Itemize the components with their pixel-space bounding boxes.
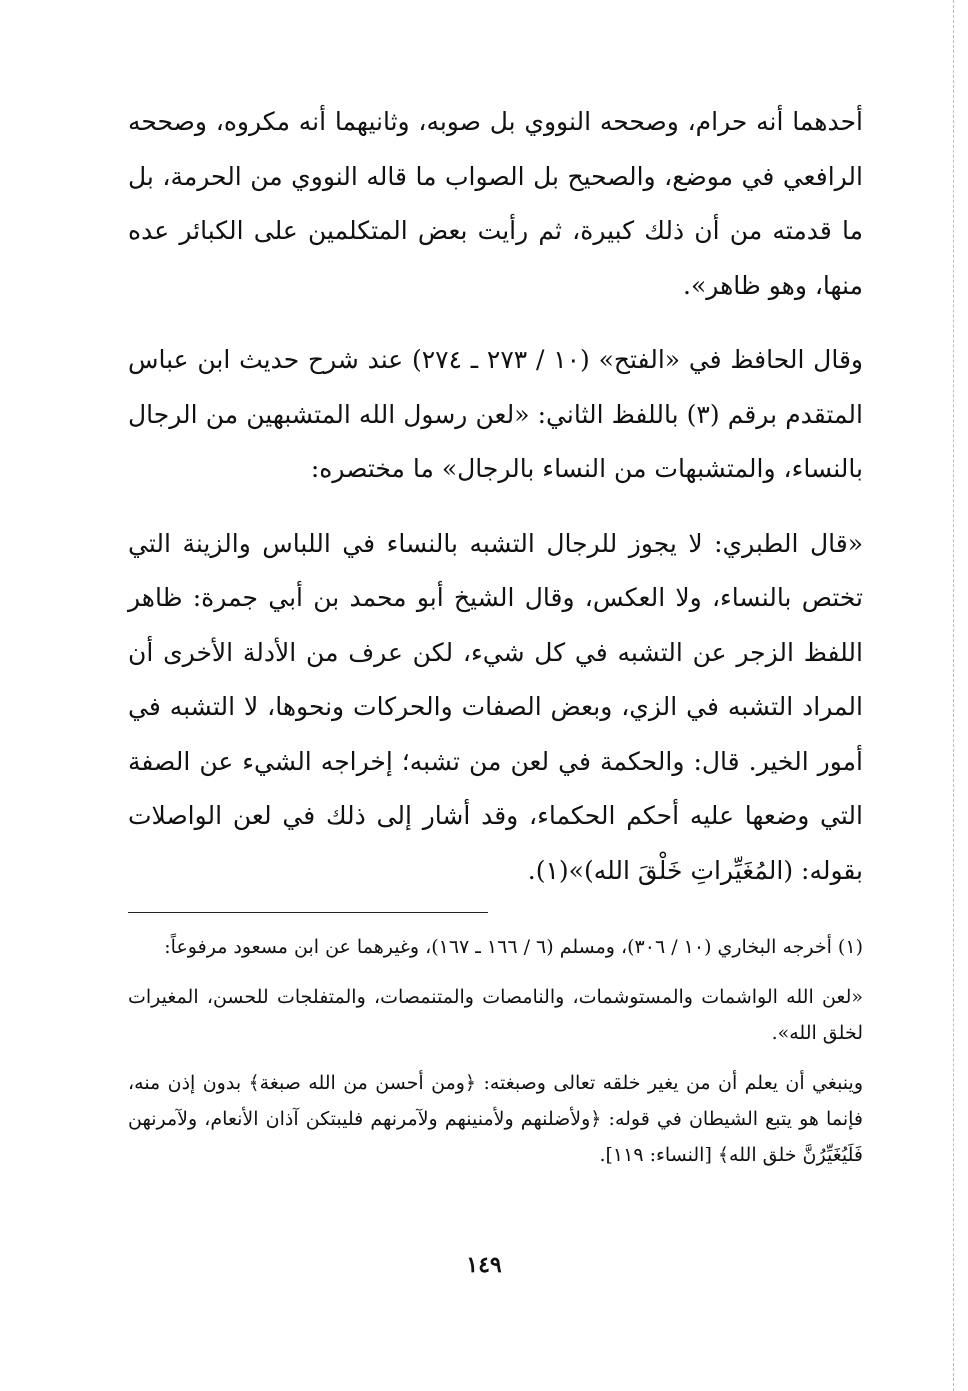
- footnote-paragraph-3: وينبغي أن يعلم أن من يغير خلقه تعالى وصبغته: ﴿ومن أحسن من الله صبغة﴾ بدون إذن منه، فإنما هو يتبع الشيطان في قوله: ﴿ولأضلنهم ولأمنينهم ولآمرنهم فليبتكن آذان الأنعام، ولآمرنهن فَلَيُغَيِّرُنَّ خلق الله﴾ [النساء: ١١٩].: [128, 1072, 863, 1166]
- page-content: [128, 95, 863, 1187]
- footnote-paragraph-1: (١) أخرجه البخاري (١٠ / ٣٠٦)، ومسلم (٦ / ١٦٦ ـ ١٦٧)، وغيرهما عن ابن مسعود مرفوعاً:: [164, 936, 863, 958]
- body-paragraph-1: أحدهما أنه حرام، وصححه النووي بل صوبه، وثانيهما أنه مكروه، وصححه الرافعي في موضع، والصحيح بل الصواب ما قاله النووي من الحرمة، بل ما قدمته من أن ذلك كبيرة، ثم رأيت بعض المتكلمين على الكبائر عده منها، وهو ظاهر».: [128, 107, 863, 300]
- footnote-divider: [128, 912, 488, 913]
- footnote-paragraph-2: «لعن الله الواشمات والمستوشمات، والنامصات والمتنمصات، والمتفلجات للحسن، المغيرات لخلق الله».: [128, 986, 863, 1044]
- page-number: ١٤٩: [466, 1252, 502, 1278]
- body-paragraph-2: وقال الحافظ في «الفتح» (١٠ / ٢٧٣ ـ ٢٧٤) عند شرح حديث ابن عباس المتقدم برقم (٣) باللفظ الثاني: «لعن رسول الله المتشبهين من الرجال بالنساء، والمتشبهات من النساء بالرجال» ما مختصره:: [128, 345, 863, 483]
- body-paragraph-3: «قال الطبري: لا يجوز للرجال التشبه بالنساء في اللباس والزينة التي تختص بالنساء، ولا العكس، وقال الشيخ أبو محمد بن أبي جمرة: ظاهر اللفظ الزجر عن التشبه في كل شيء، لكن عرف من الأدلة الأخرى أن المراد التشبه في الزي، وبعض الصفات والحركات ونحوها، لا التشبه في أمور الخير. قال: والحكمة في لعن من تشبه؛ إخراجه الشيء عن الصفة التي وضعها عليه أحكم الحكماء، وقد أشار إلى ذلك في لعن الواصلات بقوله: (المُغَيِّراتِ خَلْقَ الله)»(١).: [128, 528, 863, 885]
- scan-edge-line: [953, 0, 954, 1391]
